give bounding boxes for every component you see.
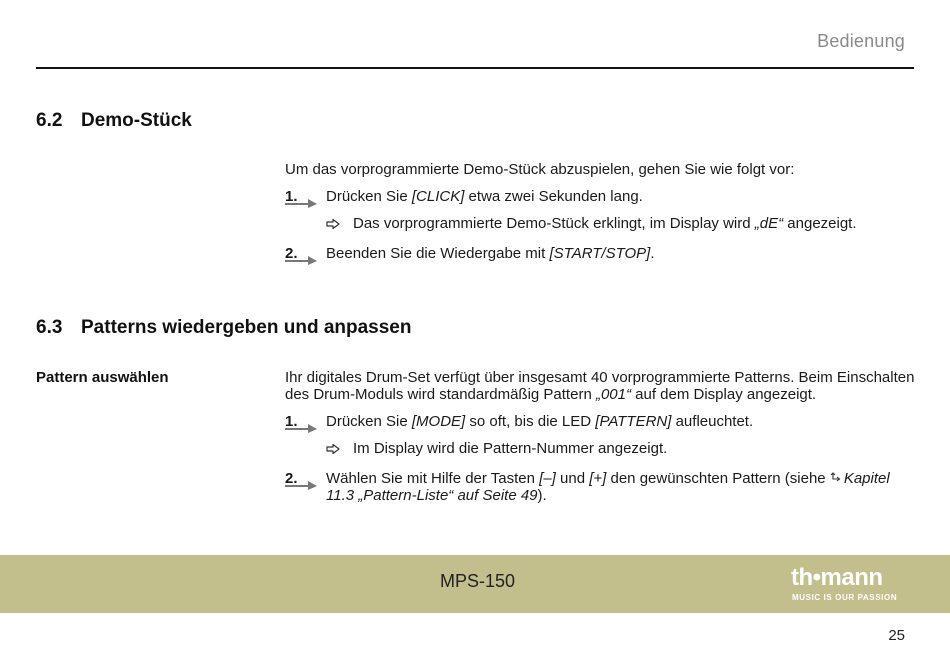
step-text: Beenden Sie die Wiedergabe mit [START/STOP].: [326, 245, 655, 262]
section-heading-6-2: [36, 110, 192, 132]
result-text: Im Display wird die Pattern-Nummer angezeigt.: [353, 440, 668, 457]
header-rule: [36, 67, 914, 69]
key-label: [START/STOP]: [549, 245, 651, 262]
key-label: [PATTERN]: [595, 413, 672, 430]
footer-band: [0, 555, 950, 613]
result-text: Das vorprogrammierte Demo-Stück erklingt, im Display wird „dE“ angezeigt.: [353, 215, 857, 232]
result-arrow-icon: [326, 444, 340, 454]
step-number: 2.: [285, 470, 298, 487]
page-number: 25: [888, 627, 905, 644]
result-arrow-icon: [326, 219, 340, 229]
key-label: [+]: [589, 470, 607, 487]
section-title: Patterns wiedergeben und anpassen: [81, 317, 412, 338]
section-number: 6.2: [36, 110, 63, 131]
step-arrow-icon: [285, 199, 317, 208]
step-item: [285, 470, 915, 504]
section-title: Demo-Stück: [81, 110, 192, 131]
brand-logo-text: th•mann: [791, 564, 883, 591]
key-label: [MODE]: [411, 413, 466, 430]
section-number: 6.3: [36, 317, 63, 338]
display-value: „001“: [595, 386, 631, 403]
key-label: [–]: [539, 470, 556, 487]
result-item: [326, 215, 926, 232]
step-arrow-icon: [285, 424, 317, 433]
step-item: [285, 245, 915, 262]
brand-logo: [788, 564, 910, 602]
section-heading-6-3: [36, 317, 411, 339]
reference-arrow-icon: [830, 472, 842, 484]
intro-paragraph: Ihr digitales Drum-Set verfügt über insgesamt 40 vorprogrammierte Patterns. Beim Einschalten des Drum-Moduls wird standardmäßig Pattern „001“ auf dem Display angezeigt.: [285, 369, 915, 403]
step-number: 1.: [285, 413, 298, 430]
side-label: Pattern auswählen: [36, 369, 169, 386]
brand-tagline: MUSIC IS OUR PASSION: [792, 593, 898, 602]
key-label: [CLICK]: [411, 188, 465, 205]
footer-model: MPS-150: [440, 571, 516, 591]
step-text: Drücken Sie [CLICK] etwa zwei Sekunden lang.: [326, 188, 643, 205]
result-item: [326, 440, 926, 457]
step-item: [285, 413, 915, 430]
cross-reference-link[interactable]: Kapitel 11.3 „Pattern-Liste“ auf Seite 49: [326, 470, 890, 504]
intro-paragraph: Um das vorprogrammierte Demo-Stück abzuspielen, gehen Sie wie folgt vor:: [285, 161, 795, 178]
display-value: „dE“: [754, 215, 784, 232]
header-title: Bedienung: [817, 31, 905, 51]
step-number: 2.: [285, 245, 298, 262]
step-text: Wählen Sie mit Hilfe der Tasten [–] und [+] den gewünschten Pattern (siehe Kapitel 11.3 „Pattern-Liste“ auf Seite 49).: [326, 470, 890, 504]
step-text: Drücken Sie [MODE] so oft, bis die LED [PATTERN] aufleuchtet.: [326, 413, 754, 430]
step-arrow-icon: [285, 256, 317, 265]
step-item: [285, 188, 915, 205]
step-number: 1.: [285, 188, 298, 205]
step-arrow-icon: [285, 481, 317, 490]
